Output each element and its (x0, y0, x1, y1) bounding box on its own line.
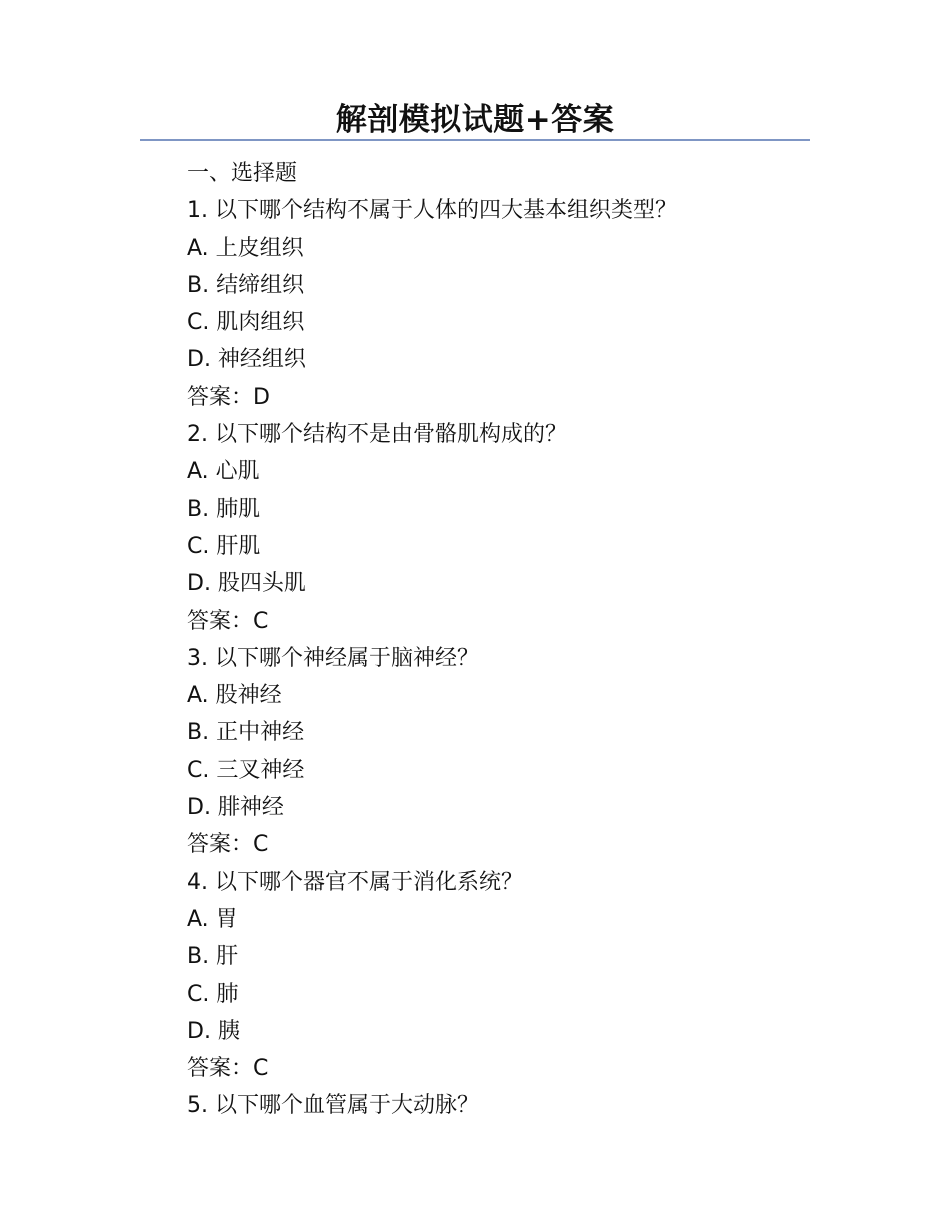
question-block-4 (187, 864, 807, 1088)
option-c: C. 肝肌 (187, 533, 261, 559)
title-underline (140, 139, 810, 141)
question-block-5 (187, 1087, 807, 1124)
section-heading: 一、选择题 (187, 161, 298, 186)
answer-text: 答案：C (187, 1056, 269, 1082)
option-a: A. 胃 (187, 906, 238, 932)
option-b: B. 肝 (187, 944, 239, 970)
document-body (187, 155, 807, 1125)
question-text: 1. 以下哪个结构不属于人体的四大基本组织类型？ (187, 198, 677, 224)
option-b: B. 正中神经 (187, 720, 305, 746)
question-text: 5. 以下哪个血管属于大动脉？ (187, 1093, 479, 1119)
option-c: C. 肺 (187, 981, 239, 1007)
answer-text: 答案：C (187, 832, 269, 858)
option-c: C. 三叉神经 (187, 757, 305, 783)
option-d: D. 胰 (187, 1018, 240, 1044)
option-b: B. 结缔组织 (187, 272, 305, 298)
question-text: 3. 以下哪个神经属于脑神经？ (187, 645, 479, 671)
document-title: 解剖模拟试题+答案 (335, 102, 615, 138)
option-a: A. 股神经 (187, 683, 282, 709)
question-text: 2. 以下哪个结构不是由骨骼肌构成的？ (187, 422, 567, 448)
option-d: D. 腓神经 (187, 795, 284, 821)
answer-text: 答案：C (187, 608, 269, 634)
option-d: D. 神经组织 (187, 347, 306, 373)
question-block-1 (187, 192, 807, 416)
option-c: C. 肌肉组织 (187, 310, 305, 336)
question-block-2 (187, 416, 807, 640)
question-text: 4. 以下哪个器官不属于消化系统？ (187, 869, 523, 895)
option-a: A. 上皮组织 (187, 235, 304, 261)
question-block-3 (187, 640, 807, 864)
option-a: A. 心肌 (187, 459, 260, 485)
answer-text: 答案：D (187, 384, 270, 410)
option-d: D. 股四头肌 (187, 571, 306, 597)
option-b: B. 肺肌 (187, 496, 261, 522)
